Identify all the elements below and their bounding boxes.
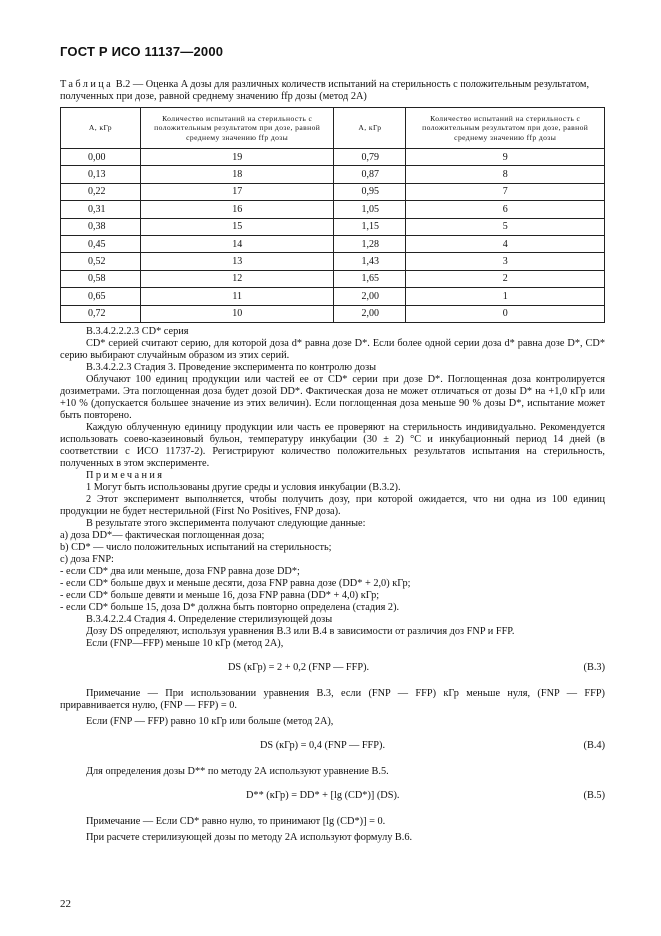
section-heading: В.3.4.2.2.4 Стадия 4. Определение стерилизующей дозы	[86, 614, 333, 625]
cell-a1: 0,58	[61, 270, 141, 287]
equation-number: (В.4)	[583, 740, 605, 751]
cell-count1: 11	[140, 288, 334, 305]
list-item: - если CD* больше девяти и меньше 16, доза FNP равна (DD* + 4,0) кГр;	[60, 590, 380, 601]
col-header-a1: A, кГр	[61, 108, 141, 149]
col-header-a2: A, кГр	[334, 108, 406, 149]
cell-a1: 0,45	[61, 235, 141, 252]
cell-a2: 1,05	[334, 201, 406, 218]
list-item: - если CD* больше 15, доза D* должна быть повторно определена (стадия 2).	[60, 602, 400, 613]
table-row	[61, 270, 605, 287]
cell-a2: 2,00	[334, 305, 406, 322]
paragraph: CD* серией считают серию, для которой доза d* равна дозе D*. Если более одной серии доза d* равна дозе D*, CD* серию выбирают случайным образом из этих серий.	[60, 338, 605, 361]
cell-count1: 16	[140, 201, 334, 218]
cell-count1: 15	[140, 218, 334, 235]
note-paragraph: Примечание — Если CD* равно нулю, то принимают [lg (CD*)] = 0.	[86, 816, 386, 827]
cell-a1: 0,00	[61, 149, 141, 166]
col-header-count2: Количество испытаний на стерильность с положительным результатом при дозе, равной среднему значению ffp дозы	[406, 108, 605, 149]
notes-heading: Примечания	[86, 470, 165, 481]
note-item: 2 Этот эксперимент выполняется, чтобы получить дозу, при которой ожидается, что ни одна из 100 единиц продукции не будет нестерильной (First No Positives, FNP доза).	[60, 494, 605, 517]
cell-a2: 1,15	[334, 218, 406, 235]
equation-b3	[60, 662, 605, 674]
cell-a2: 0,79	[334, 149, 406, 166]
section-heading: В.3.4.2.2.2.3 CD* серия	[86, 326, 189, 337]
table-row	[61, 149, 605, 166]
note-item: 1 Могут быть использованы другие среды и условия инкубации (В.3.2).	[86, 482, 401, 493]
cell-count2: 3	[406, 253, 605, 270]
paragraph: Если (FNP—FFP) меньше 10 кГр (метод 2А),	[86, 638, 284, 649]
cell-a2: 0,95	[334, 183, 406, 200]
equation-formula: DS (кГр) = 2 + 0,2 (FNP — FFP).	[228, 662, 370, 673]
cell-a2: 0,87	[334, 166, 406, 183]
cell-a2: 1,43	[334, 253, 406, 270]
cell-a2: 1,65	[334, 270, 406, 287]
table-row	[61, 288, 605, 305]
section-heading: В.3.4.2.2.3 Стадия 3. Проведение эксперимента по контролю дозы	[86, 362, 377, 373]
table-caption	[60, 79, 605, 103]
caption-label: Таблица	[60, 79, 114, 90]
table-header-row	[61, 108, 605, 149]
cell-count2: 4	[406, 235, 605, 252]
cell-count2: 2	[406, 270, 605, 287]
list-item: b) CD* — число положительных испытаний на стерильность;	[60, 542, 332, 553]
list-item: - если CD* два или меньше, доза FNP равна дозе DD*;	[60, 566, 300, 577]
list-item: - если CD* больше двух и меньше десяти, доза FNP равна дозе (DD* + 2,0) кГр;	[60, 578, 411, 589]
cell-a1: 0,22	[61, 183, 141, 200]
paragraph: Если (FNP — FFP) равно 10 кГр или больше (метод 2А),	[86, 716, 334, 727]
cell-a1: 0,38	[61, 218, 141, 235]
paragraph: Облучают 100 единиц продукции или частей ее от CD* серии при дозе D*. Поглощенная доза контролируется дозиметрами. Эта поглощенная доза будет дозой DD*. Фактическая доза не может отличаться от дозы D* на +1,0 кГр или +10 % (допускается большее значение из этих величин). Если поглощенная доза меньше 90 % дозы D*, испытание может быть повторено.	[60, 374, 605, 421]
table-row	[61, 183, 605, 200]
cell-count2: 7	[406, 183, 605, 200]
col-header-count1: Количество испытаний на стерильность с положительным результатом при дозе, равной среднему значению ffp дозы	[140, 108, 334, 149]
paragraph: В результате этого эксперимента получают следующие данные:	[86, 518, 366, 529]
cell-count1: 13	[140, 253, 334, 270]
cell-count1: 12	[140, 270, 334, 287]
cell-a1: 0,65	[61, 288, 141, 305]
table-row	[61, 218, 605, 235]
equation-number: (В.5)	[583, 790, 605, 801]
paragraph: Дозу DS определяют, используя уравнения В.3 или В.4 в зависимости от различия доз FNP и FFP.	[86, 626, 515, 637]
cell-count1: 14	[140, 235, 334, 252]
list-item: а) доза DD*— фактическая поглощенная доза;	[60, 530, 265, 541]
equation-formula: D** (кГр) = DD* + [lg (CD*)] (DS).	[246, 790, 400, 801]
table-row	[61, 253, 605, 270]
equation-number: (В.3)	[583, 662, 605, 673]
table-row	[61, 235, 605, 252]
cell-count2: 9	[406, 149, 605, 166]
cell-a1: 0,52	[61, 253, 141, 270]
equation-formula: DS (кГр) = 0,4 (FNP — FFP).	[260, 740, 386, 751]
cell-count1: 19	[140, 149, 334, 166]
page-number: 22	[60, 898, 71, 910]
caption-text: В.2 — Оценка A дозы для различных количеств испытаний на стерильность с положительным результатом, полученных при дозе, равной среднему значению ffp дозы (метод 2А)	[60, 79, 590, 102]
dose-table	[60, 107, 605, 323]
note-paragraph: Примечание — При использовании уравнения В.3, если (FNP — FFP) кГр меньше нуля, (FNP — FFP) приравнивается нулю, (FNP — FFP) = 0.	[60, 688, 605, 711]
table-row	[61, 166, 605, 183]
paragraph: Каждую облученную единицу продукции или часть ее проверяют на стерильность индивидуально. Рекомендуется использовать соево-казеиновый бульон, температуру инкубации (30 ± 2) °С и инкубационный период 14 дней (в соответствии с ИСО 11737-2). Регистрируют количество положительных результатов испытания на стерильность, полученных в этом эксперименте.	[60, 422, 605, 469]
cell-count2: 6	[406, 201, 605, 218]
table-row	[61, 305, 605, 322]
cell-count2: 0	[406, 305, 605, 322]
cell-a1: 0,31	[61, 201, 141, 218]
paragraph: При расчете стерилизующей дозы по методу 2А используют формулу В.6.	[86, 832, 413, 843]
equation-b4	[60, 740, 605, 752]
paragraph: Для определения дозы D** по методу 2А используют уравнение В.5.	[86, 766, 389, 777]
body-text	[60, 326, 605, 844]
cell-count1: 17	[140, 183, 334, 200]
equation-b5	[60, 790, 605, 802]
cell-count2: 1	[406, 288, 605, 305]
cell-count1: 10	[140, 305, 334, 322]
list-item: с) доза FNP:	[60, 554, 114, 565]
cell-a2: 1,28	[334, 235, 406, 252]
cell-a1: 0,72	[61, 305, 141, 322]
document-header: ГОСТ Р ИСО 11137—2000	[60, 44, 224, 59]
cell-a2: 2,00	[334, 288, 406, 305]
cell-count2: 5	[406, 218, 605, 235]
table-row	[61, 201, 605, 218]
cell-count1: 18	[140, 166, 334, 183]
cell-a1: 0,13	[61, 166, 141, 183]
cell-count2: 8	[406, 166, 605, 183]
